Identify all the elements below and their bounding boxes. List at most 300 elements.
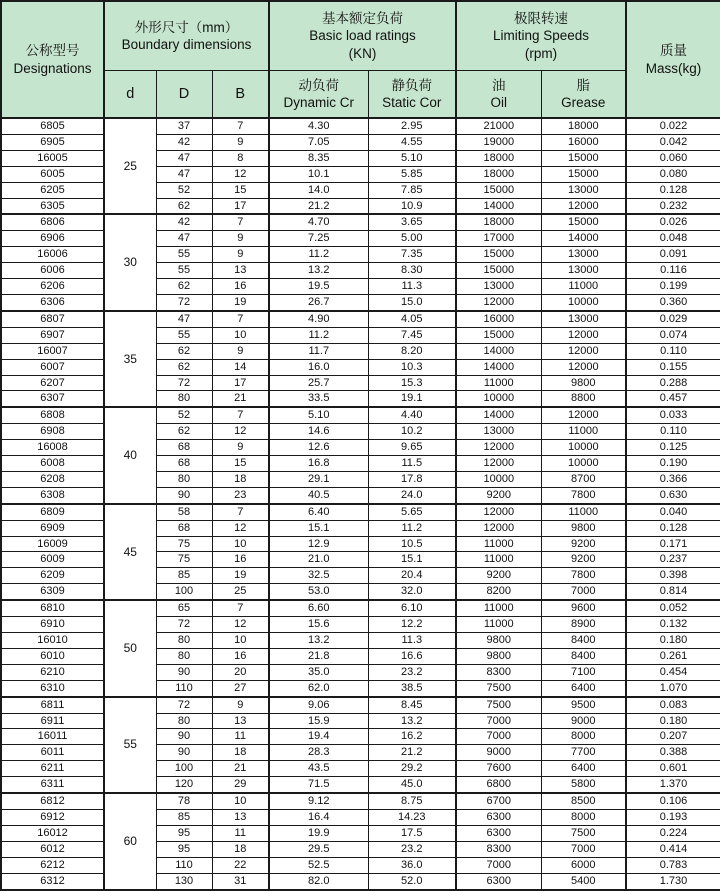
- speeds-unit: (rpm): [524, 45, 558, 61]
- oil-speed-cell: 17000: [456, 231, 541, 247]
- designation-cell: 6306: [1, 294, 104, 310]
- D-cell: 90: [156, 487, 212, 503]
- designation-cell: 6210: [1, 664, 104, 680]
- dynamic-cr-cell: 16.4: [269, 809, 368, 825]
- designation-cell: 6311: [1, 777, 104, 793]
- D-cell: 100: [156, 761, 212, 777]
- grease-speed-cell: 15000: [541, 214, 626, 230]
- static-cor-cell: 9.65: [368, 440, 456, 456]
- B-cell: 16: [212, 648, 269, 664]
- static-cor-cell: 36.0: [368, 857, 456, 873]
- grease-speed-cell: 10000: [541, 294, 626, 310]
- table-row: [1, 504, 720, 520]
- dynamic-cr-cell: 19.5: [269, 279, 368, 295]
- designation-cell: 6808: [1, 407, 104, 423]
- grease-speed-cell: 8000: [541, 809, 626, 825]
- designation-cell: 16009: [1, 536, 104, 552]
- B-cell: 9: [212, 343, 269, 359]
- grease-speed-cell: 11000: [541, 504, 626, 520]
- dynamic-cr-cell: 15.1: [269, 520, 368, 536]
- table-row: [1, 600, 720, 616]
- oil-speed-cell: 19000: [456, 134, 541, 150]
- D-cell: 72: [156, 294, 212, 310]
- designation-cell: 6907: [1, 327, 104, 343]
- grease-speed-cell: 9600: [541, 600, 626, 616]
- mass-cell: 0.180: [626, 713, 720, 729]
- B-cell: 13: [212, 713, 269, 729]
- designation-cell: 16010: [1, 633, 104, 649]
- table-header: [1, 1, 720, 118]
- dynamic-cr-cell: 13.2: [269, 263, 368, 279]
- mass-cell: 0.080: [626, 166, 720, 182]
- B-cell: 15: [212, 182, 269, 198]
- dynamic-cr-cell: 26.7: [269, 294, 368, 310]
- mass-cell: 0.414: [626, 841, 720, 857]
- designation-cell: 6312: [1, 873, 104, 889]
- static-cor-cell: 2.95: [368, 118, 456, 134]
- designation-cell: 6012: [1, 841, 104, 857]
- static-cor-cell: 11.5: [368, 456, 456, 472]
- B-cell: 19: [212, 294, 269, 310]
- dynamic-cr-cell: 19.4: [269, 729, 368, 745]
- col-header-oil: [456, 71, 541, 119]
- mass-cell: 0.360: [626, 294, 720, 310]
- col-header-designations: [1, 1, 104, 118]
- oil-speed-cell: 8300: [456, 841, 541, 857]
- designation-cell: 6908: [1, 424, 104, 440]
- oil-speed-cell: 18000: [456, 150, 541, 166]
- B-cell: 15: [212, 456, 269, 472]
- dynamic-cr-cell: 21.2: [269, 198, 368, 214]
- dynamic-cr-cell: 21.0: [269, 552, 368, 568]
- designation-cell: 6006: [1, 263, 104, 279]
- oil-speed-cell: 14000: [456, 343, 541, 359]
- D-cell: 58: [156, 504, 212, 520]
- static-cor-cell: 17.5: [368, 825, 456, 841]
- dynamic-cr-cell: 7.25: [269, 231, 368, 247]
- static-cor-cell: 11.2: [368, 520, 456, 536]
- col-header-static-cor: [368, 71, 456, 119]
- grease-speed-cell: 10000: [541, 440, 626, 456]
- mass-cell: 0.110: [626, 424, 720, 440]
- mass-cell: 0.814: [626, 584, 720, 600]
- grease-speed-cell: 14000: [541, 231, 626, 247]
- dynamic-cr-cell: 12.9: [269, 536, 368, 552]
- grease-speed-cell: 11000: [541, 279, 626, 295]
- D-cell: 80: [156, 648, 212, 664]
- dynamic-cr-cell: 43.5: [269, 761, 368, 777]
- dynamic-cr-cell: 5.10: [269, 407, 368, 423]
- designation-cell: 16006: [1, 247, 104, 263]
- grease-speed-cell: 9500: [541, 697, 626, 713]
- oil-speed-cell: 8300: [456, 664, 541, 680]
- oil-speed-cell: 10000: [456, 391, 541, 407]
- B-cell: 9: [212, 697, 269, 713]
- oil-speed-cell: 6300: [456, 825, 541, 841]
- B-cell: 10: [212, 536, 269, 552]
- designation-cell: 6307: [1, 391, 104, 407]
- oil-speed-cell: 6700: [456, 793, 541, 809]
- oil-speed-cell: 7000: [456, 857, 541, 873]
- mass-cell: 0.048: [626, 231, 720, 247]
- designation-cell: 6212: [1, 857, 104, 873]
- grease-speed-cell: 8800: [541, 391, 626, 407]
- mass-cell: 0.366: [626, 471, 720, 487]
- designation-cell: 6211: [1, 761, 104, 777]
- static-label-zh: 静负荷: [391, 77, 433, 93]
- B-cell: 7: [212, 407, 269, 423]
- designation-cell: 6910: [1, 617, 104, 633]
- static-cor-cell: 14.23: [368, 809, 456, 825]
- D-cell: 62: [156, 424, 212, 440]
- designation-cell: 6007: [1, 359, 104, 375]
- D-cell: 62: [156, 279, 212, 295]
- D-cell: 62: [156, 359, 212, 375]
- static-cor-cell: 3.65: [368, 214, 456, 230]
- oil-speed-cell: 6300: [456, 873, 541, 889]
- oil-speed-cell: 7500: [456, 680, 541, 696]
- designation-cell: 6011: [1, 745, 104, 761]
- grease-speed-cell: 7800: [541, 487, 626, 503]
- designation-cell: 6810: [1, 600, 104, 616]
- d-cell: 30: [104, 214, 156, 310]
- col-header-d: d: [104, 71, 156, 119]
- B-cell: 13: [212, 263, 269, 279]
- grease-speed-cell: 6400: [541, 761, 626, 777]
- B-cell: 27: [212, 680, 269, 696]
- D-cell: 42: [156, 214, 212, 230]
- D-cell: 90: [156, 745, 212, 761]
- D-cell: 85: [156, 568, 212, 584]
- D-cell: 62: [156, 198, 212, 214]
- designation-cell: 6911: [1, 713, 104, 729]
- B-cell: 16: [212, 552, 269, 568]
- D-cell: 75: [156, 536, 212, 552]
- static-cor-cell: 17.8: [368, 471, 456, 487]
- table-row: [1, 311, 720, 327]
- mass-cell: 0.106: [626, 793, 720, 809]
- designation-cell: 6308: [1, 487, 104, 503]
- dynamic-cr-cell: 11.7: [269, 343, 368, 359]
- grease-speed-cell: 7800: [541, 568, 626, 584]
- designation-cell: 6909: [1, 520, 104, 536]
- dynamic-cr-cell: 13.2: [269, 633, 368, 649]
- designation-cell: 6806: [1, 214, 104, 230]
- static-cor-cell: 5.85: [368, 166, 456, 182]
- static-cor-cell: 7.85: [368, 182, 456, 198]
- grease-speed-cell: 7100: [541, 664, 626, 680]
- designation-cell: 6811: [1, 697, 104, 713]
- oil-speed-cell: 11000: [456, 617, 541, 633]
- static-cor-cell: 45.0: [368, 777, 456, 793]
- grease-speed-cell: 12000: [541, 327, 626, 343]
- B-cell: 19: [212, 568, 269, 584]
- static-cor-cell: 15.1: [368, 552, 456, 568]
- designation-cell: 6205: [1, 182, 104, 198]
- D-cell: 80: [156, 713, 212, 729]
- load-label-en: Basic load ratings: [309, 28, 416, 44]
- oil-speed-cell: 7000: [456, 729, 541, 745]
- B-cell: 10: [212, 327, 269, 343]
- static-cor-cell: 6.10: [368, 600, 456, 616]
- B-cell: 9: [212, 247, 269, 263]
- grease-speed-cell: 12000: [541, 343, 626, 359]
- B-cell: 16: [212, 279, 269, 295]
- D-cell: 55: [156, 247, 212, 263]
- B-cell: 31: [212, 873, 269, 889]
- B-cell: 8: [212, 150, 269, 166]
- grease-speed-cell: 13000: [541, 247, 626, 263]
- static-cor-cell: 10.2: [368, 424, 456, 440]
- oil-speed-cell: 7500: [456, 697, 541, 713]
- grease-speed-cell: 8400: [541, 648, 626, 664]
- table-row: [1, 697, 720, 713]
- B-cell: 9: [212, 134, 269, 150]
- mass-cell: 0.029: [626, 311, 720, 327]
- static-cor-cell: 29.2: [368, 761, 456, 777]
- mass-label-zh: 质量: [660, 43, 688, 59]
- dynamic-cr-cell: 16.8: [269, 456, 368, 472]
- col-header-mass: [626, 1, 720, 118]
- designation-cell: 16011: [1, 729, 104, 745]
- static-cor-cell: 4.05: [368, 311, 456, 327]
- grease-speed-cell: 7700: [541, 745, 626, 761]
- oil-speed-cell: 11000: [456, 600, 541, 616]
- B-cell: 17: [212, 198, 269, 214]
- d-cell: 50: [104, 600, 156, 696]
- static-cor-cell: 19.1: [368, 391, 456, 407]
- designation-cell: 16007: [1, 343, 104, 359]
- mass-cell: 0.091: [626, 247, 720, 263]
- grease-speed-cell: 9200: [541, 552, 626, 568]
- col-header-B: B: [212, 71, 269, 119]
- D-cell: 47: [156, 311, 212, 327]
- D-cell: 47: [156, 150, 212, 166]
- dynamic-cr-cell: 9.06: [269, 697, 368, 713]
- mass-cell: 0.040: [626, 504, 720, 520]
- speeds-label-en: Limiting Speeds: [492, 28, 590, 44]
- dynamic-cr-cell: 12.6: [269, 440, 368, 456]
- B-cell: 22: [212, 857, 269, 873]
- static-cor-cell: 16.2: [368, 729, 456, 745]
- boundary-label-zh: 外形尺寸（mm）: [134, 19, 239, 35]
- oil-speed-cell: 10000: [456, 471, 541, 487]
- static-cor-cell: 5.00: [368, 231, 456, 247]
- mass-cell: 0.128: [626, 182, 720, 198]
- grease-speed-cell: 6400: [541, 680, 626, 696]
- B-cell: 21: [212, 761, 269, 777]
- oil-speed-cell: 9800: [456, 633, 541, 649]
- D-cell: 75: [156, 552, 212, 568]
- designation-cell: 6805: [1, 118, 104, 134]
- D-cell: 90: [156, 664, 212, 680]
- static-cor-cell: 11.3: [368, 633, 456, 649]
- designation-cell: 6008: [1, 456, 104, 472]
- static-cor-cell: 10.5: [368, 536, 456, 552]
- mass-cell: 0.237: [626, 552, 720, 568]
- designation-cell: 6005: [1, 166, 104, 182]
- oil-speed-cell: 13000: [456, 424, 541, 440]
- static-cor-cell: 15.0: [368, 294, 456, 310]
- B-cell: 20: [212, 664, 269, 680]
- oil-speed-cell: 12000: [456, 520, 541, 536]
- designation-cell: 6305: [1, 198, 104, 214]
- B-cell: 21: [212, 391, 269, 407]
- grease-speed-cell: 12000: [541, 407, 626, 423]
- oil-speed-cell: 21000: [456, 118, 541, 134]
- D-cell: 65: [156, 600, 212, 616]
- grease-speed-cell: 18000: [541, 118, 626, 134]
- oil-speed-cell: 7600: [456, 761, 541, 777]
- static-cor-cell: 24.0: [368, 487, 456, 503]
- dynamic-cr-cell: 53.0: [269, 584, 368, 600]
- D-cell: 42: [156, 134, 212, 150]
- oil-speed-cell: 11000: [456, 536, 541, 552]
- col-header-dynamic-cr: [269, 71, 368, 119]
- designation-cell: 16005: [1, 150, 104, 166]
- B-cell: 7: [212, 600, 269, 616]
- mass-cell: 0.022: [626, 118, 720, 134]
- D-cell: 55: [156, 327, 212, 343]
- mass-cell: 1.370: [626, 777, 720, 793]
- D-cell: 55: [156, 263, 212, 279]
- static-cor-cell: 38.5: [368, 680, 456, 696]
- D-cell: 95: [156, 841, 212, 857]
- grease-speed-cell: 7000: [541, 841, 626, 857]
- col-header-D: D: [156, 71, 212, 119]
- col-header-basic-load-ratings: [269, 1, 456, 71]
- mass-cell: 0.110: [626, 343, 720, 359]
- grease-speed-cell: 8700: [541, 471, 626, 487]
- oil-speed-cell: 15000: [456, 182, 541, 198]
- grease-speed-cell: 9000: [541, 713, 626, 729]
- table-body: [1, 118, 720, 890]
- designation-cell: 6812: [1, 793, 104, 809]
- dynamic-cr-cell: 29.5: [269, 841, 368, 857]
- static-cor-cell: 7.35: [368, 247, 456, 263]
- mass-cell: 0.042: [626, 134, 720, 150]
- dynamic-cr-cell: 4.70: [269, 214, 368, 230]
- D-cell: 72: [156, 617, 212, 633]
- D-cell: 47: [156, 231, 212, 247]
- oil-speed-cell: 16000: [456, 311, 541, 327]
- B-cell: 9: [212, 440, 269, 456]
- D-cell: 130: [156, 873, 212, 889]
- grease-speed-cell: 6000: [541, 857, 626, 873]
- grease-speed-cell: 10000: [541, 456, 626, 472]
- dynamic-cr-cell: 9.12: [269, 793, 368, 809]
- dynamic-cr-cell: 11.2: [269, 327, 368, 343]
- B-cell: 11: [212, 825, 269, 841]
- mass-cell: 0.224: [626, 825, 720, 841]
- oil-speed-cell: 13000: [456, 279, 541, 295]
- mass-cell: 0.261: [626, 648, 720, 664]
- static-cor-cell: 7.45: [368, 327, 456, 343]
- dynamic-cr-cell: 19.9: [269, 825, 368, 841]
- mass-cell: 0.171: [626, 536, 720, 552]
- static-cor-cell: 8.30: [368, 263, 456, 279]
- B-cell: 18: [212, 745, 269, 761]
- grease-speed-cell: 7500: [541, 825, 626, 841]
- D-cell: 47: [156, 166, 212, 182]
- D-cell: 68: [156, 456, 212, 472]
- mass-cell: 1.730: [626, 873, 720, 889]
- oil-speed-cell: 6800: [456, 777, 541, 793]
- dynamic-cr-cell: 7.05: [269, 134, 368, 150]
- mass-cell: 0.190: [626, 456, 720, 472]
- static-cor-cell: 5.10: [368, 150, 456, 166]
- mass-cell: 0.454: [626, 664, 720, 680]
- dynamic-cr-cell: 82.0: [269, 873, 368, 889]
- mass-cell: 0.060: [626, 150, 720, 166]
- oil-speed-cell: 9200: [456, 568, 541, 584]
- mass-cell: 0.398: [626, 568, 720, 584]
- mass-cell: 0.199: [626, 279, 720, 295]
- oil-speed-cell: 18000: [456, 166, 541, 182]
- mass-cell: 0.457: [626, 391, 720, 407]
- dynamic-cr-cell: 28.3: [269, 745, 368, 761]
- oil-speed-cell: 14000: [456, 407, 541, 423]
- dynamic-label-en: Dynamic Cr: [283, 95, 355, 110]
- D-cell: 110: [156, 857, 212, 873]
- grease-speed-cell: 16000: [541, 134, 626, 150]
- D-cell: 120: [156, 777, 212, 793]
- dynamic-cr-cell: 10.1: [269, 166, 368, 182]
- D-cell: 80: [156, 633, 212, 649]
- oil-speed-cell: 15000: [456, 263, 541, 279]
- grease-speed-cell: 15000: [541, 150, 626, 166]
- mass-cell: 0.083: [626, 697, 720, 713]
- B-cell: 12: [212, 520, 269, 536]
- mass-cell: 0.033: [626, 407, 720, 423]
- mass-cell: 0.026: [626, 214, 720, 230]
- D-cell: 68: [156, 520, 212, 536]
- dynamic-cr-cell: 35.0: [269, 664, 368, 680]
- designations-label-en: Designations: [13, 60, 92, 76]
- speeds-label-zh: 极限转速: [514, 11, 569, 27]
- D-cell: 80: [156, 471, 212, 487]
- oil-speed-cell: 9800: [456, 648, 541, 664]
- dynamic-cr-cell: 14.0: [269, 182, 368, 198]
- mass-cell: 0.232: [626, 198, 720, 214]
- designation-cell: 16012: [1, 825, 104, 841]
- D-cell: 78: [156, 793, 212, 809]
- static-cor-cell: 23.2: [368, 841, 456, 857]
- B-cell: 9: [212, 231, 269, 247]
- grease-speed-cell: 8000: [541, 729, 626, 745]
- d-cell: 35: [104, 311, 156, 407]
- oil-speed-cell: 6300: [456, 809, 541, 825]
- mass-cell: 0.783: [626, 857, 720, 873]
- static-cor-cell: 5.65: [368, 504, 456, 520]
- designation-cell: 6906: [1, 231, 104, 247]
- designation-cell: 6206: [1, 279, 104, 295]
- static-cor-cell: 21.2: [368, 745, 456, 761]
- dynamic-cr-cell: 4.30: [269, 118, 368, 134]
- grease-speed-cell: 15000: [541, 166, 626, 182]
- dynamic-cr-cell: 11.2: [269, 247, 368, 263]
- grease-speed-cell: 13000: [541, 263, 626, 279]
- D-cell: 52: [156, 407, 212, 423]
- designation-cell: 6310: [1, 680, 104, 696]
- designation-cell: 6309: [1, 584, 104, 600]
- B-cell: 23: [212, 487, 269, 503]
- B-cell: 7: [212, 311, 269, 327]
- B-cell: 18: [212, 841, 269, 857]
- D-cell: 72: [156, 375, 212, 391]
- B-cell: 10: [212, 793, 269, 809]
- B-cell: 11: [212, 729, 269, 745]
